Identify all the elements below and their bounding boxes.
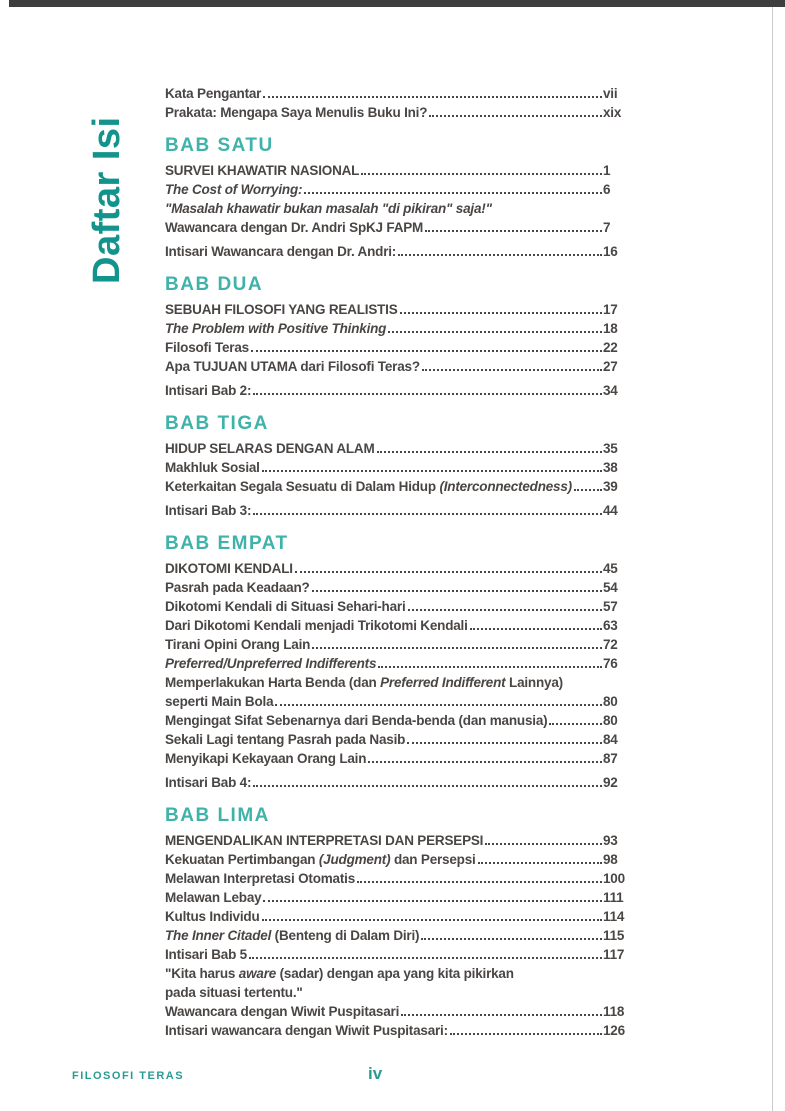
- page-number: 114: [603, 909, 625, 924]
- entry-label: Preferred/Unpreferred Indifferents: [165, 656, 377, 671]
- dot-leader: [421, 938, 602, 940]
- dot-leader: [408, 609, 603, 611]
- toc-entry: [165, 242, 633, 261]
- toc-entry: [165, 319, 633, 338]
- page-number: 39: [603, 479, 618, 494]
- page-number: 98: [603, 852, 618, 867]
- toc-entry: [165, 477, 633, 496]
- toc-entry: [165, 907, 633, 926]
- page-number: 34: [603, 383, 618, 398]
- dot-leader: [549, 723, 602, 725]
- toc-entry: [165, 616, 633, 635]
- dot-leader: [263, 96, 602, 98]
- page-number: 115: [603, 928, 625, 943]
- entry-label: "Masalah khawatir bukan masalah "di pikiran" saja!": [165, 201, 492, 216]
- entry-label: pada situasi tertentu.": [165, 985, 303, 1000]
- entry-label: Filosofi Teras: [165, 340, 249, 355]
- toc-entry: [165, 578, 633, 597]
- entry-label: Melawan Interpretasi Otomatis: [165, 871, 356, 886]
- dot-leader: [263, 900, 602, 902]
- toc-entry: [165, 439, 633, 458]
- toc-entry: [165, 654, 633, 673]
- toc-entry: [165, 711, 633, 730]
- toc-entry: [165, 559, 633, 578]
- entry-label: Intisari Bab 3:: [165, 503, 252, 518]
- toc-entry: [165, 180, 633, 199]
- entry-label: Keterkaitan Segala Sesuatu di Dalam Hidup (Interconnectedness): [165, 479, 572, 494]
- page-number: vii: [603, 86, 618, 101]
- entry-label: Makhluk Sosial: [165, 460, 260, 475]
- footer-page-number: iv: [368, 1064, 383, 1083]
- entry-label: Pasrah pada Keadaan?: [165, 580, 310, 595]
- page-number: 87: [603, 751, 618, 766]
- page-number: 84: [603, 732, 618, 747]
- entry-label: SEBUAH FILOSOFI YANG REALISTIS: [165, 302, 398, 317]
- page-number: 17: [603, 302, 618, 317]
- entry-label: Melawan Lebay: [165, 890, 262, 905]
- entry-label: Intisari wawancara dengan Wiwit Puspitasari:: [165, 1023, 448, 1038]
- toc-entry: [165, 1002, 633, 1021]
- page-number: 16: [603, 244, 618, 259]
- entry-label: Sekali Lagi tentang Pasrah pada Nasib: [165, 732, 406, 747]
- dot-leader: [361, 173, 602, 175]
- entry-label: Intisari Bab 4:: [165, 775, 252, 790]
- page-number: 80: [603, 713, 618, 728]
- toc-entry: [165, 850, 633, 869]
- toc-section: [165, 135, 633, 261]
- toc-entry: [165, 381, 633, 400]
- page-number: 57: [603, 599, 618, 614]
- toc-entry: [165, 161, 633, 180]
- entry-label: Prakata: Mengapa Saya Menulis Buku Ini?: [165, 105, 428, 120]
- dot-leader: [249, 957, 602, 959]
- page-number: 27: [603, 359, 618, 374]
- toc-section: [165, 805, 633, 1040]
- section-heading: BAB EMPAT: [165, 533, 289, 554]
- dot-leader: [253, 513, 602, 515]
- dot-leader: [312, 647, 602, 649]
- page-number: 111: [603, 890, 624, 905]
- dot-leader: [262, 470, 602, 472]
- dot-leader: [253, 785, 602, 787]
- dot-leader: [295, 571, 602, 573]
- page-number: 80: [603, 694, 618, 709]
- dot-leader: [357, 881, 602, 883]
- toc-entry: [165, 926, 633, 945]
- dot-leader: [407, 742, 602, 744]
- entry-label: Apa TUJUAN UTAMA dari Filosofi Teras?: [165, 359, 420, 374]
- entry-label: Kata Pengantar: [165, 86, 262, 101]
- dot-leader: [450, 1033, 602, 1035]
- dot-leader: [368, 761, 602, 763]
- dot-leader: [312, 590, 602, 592]
- entry-label: "Kita harus aware (sadar) dengan apa yang kita pikirkan: [165, 966, 514, 981]
- table-of-contents: [165, 84, 633, 1040]
- entry-label: Mengingat Sifat Sebenarnya dari Benda-benda (dan manusia): [165, 713, 548, 728]
- entry-label: Wawancara dengan Wiwit Puspitasari: [165, 1004, 400, 1019]
- dot-leader: [262, 919, 603, 921]
- entry-label: Kultus Individu: [165, 909, 260, 924]
- dot-leader: [574, 489, 602, 491]
- entry-label: MENGENDALIKAN INTERPRETASI DAN PERSEPSI: [165, 833, 484, 848]
- toc-entry: [165, 84, 633, 103]
- toc-entry: [165, 501, 633, 520]
- dot-leader: [253, 393, 602, 395]
- dot-leader: [425, 230, 602, 232]
- dot-leader: [388, 331, 602, 333]
- toc-entry: [165, 869, 633, 888]
- page-number: 93: [603, 833, 618, 848]
- page-number: 44: [603, 503, 618, 518]
- toc-entry: [165, 945, 633, 964]
- footer-book-title: FILOSOFI TERAS: [72, 1070, 185, 1082]
- toc-entry: [165, 773, 633, 792]
- page-number: 76: [603, 656, 618, 671]
- page-title-vertical: Daftar Isi: [86, 116, 128, 284]
- toc-section: [165, 84, 633, 122]
- toc-entry: [165, 964, 633, 983]
- toc-entry: [165, 673, 633, 692]
- page-number: 54: [603, 580, 618, 595]
- toc-entry: [165, 635, 633, 654]
- toc-entry: [165, 357, 633, 376]
- toc-entry: [165, 199, 633, 218]
- toc-entry: [165, 983, 633, 1002]
- scan-page-edge-line: [772, 7, 773, 1111]
- dot-leader: [478, 862, 602, 864]
- dot-leader: [251, 350, 602, 352]
- dot-leader: [378, 666, 602, 668]
- page-number: 126: [603, 1023, 625, 1038]
- page-number: 7: [603, 220, 611, 235]
- toc-section: [165, 274, 633, 400]
- entry-label: HIDUP SELARAS DENGAN ALAM: [165, 441, 375, 456]
- entry-label: Menyikapi Kekayaan Orang Lain: [165, 751, 367, 766]
- toc-entry: [165, 749, 633, 768]
- dot-leader: [304, 192, 602, 194]
- toc-entry: [165, 458, 633, 477]
- entry-label: The Problem with Positive Thinking: [165, 321, 387, 336]
- page-number: 38: [603, 460, 618, 475]
- entry-label: Intisari Wawancara dengan Dr. Andri:: [165, 244, 397, 259]
- page-number: 100: [603, 871, 625, 886]
- toc-entry: [165, 597, 633, 616]
- entry-label: seperti Main Bola: [165, 694, 274, 709]
- dot-leader: [422, 369, 602, 371]
- toc-entry: [165, 338, 633, 357]
- toc-entry: [165, 831, 633, 850]
- toc-entry: [165, 692, 633, 711]
- page-number: xix: [603, 105, 622, 120]
- page-number: 6: [603, 182, 611, 197]
- entry-label: Intisari Bab 2:: [165, 383, 252, 398]
- entry-label: The Cost of Worrying:: [165, 182, 303, 197]
- dot-leader: [400, 312, 602, 314]
- section-heading: BAB SATU: [165, 135, 274, 156]
- section-heading: BAB TIGA: [165, 413, 269, 434]
- page-number: 22: [603, 340, 618, 355]
- page-number: 92: [603, 775, 618, 790]
- toc-entry: [165, 730, 633, 749]
- entry-label: Memperlakukan Harta Benda (dan Preferred Indifferent Lainnya): [165, 675, 563, 690]
- dot-leader: [485, 843, 602, 845]
- toc-section: [165, 413, 633, 520]
- toc-entry: [165, 888, 633, 907]
- dot-leader: [401, 1014, 602, 1016]
- page-number: 1: [603, 163, 611, 178]
- section-heading: BAB LIMA: [165, 805, 270, 826]
- entry-label: Wawancara dengan Dr. Andri SpKJ FAPM: [165, 220, 424, 235]
- toc-entry: [165, 300, 633, 319]
- entry-label: Dari Dikotomi Kendali menjadi Trikotomi Kendali: [165, 618, 468, 633]
- entry-label: Tirani Opini Orang Lain: [165, 637, 311, 652]
- toc-entry: [165, 103, 633, 122]
- page-number: 63: [603, 618, 618, 633]
- dot-leader: [429, 115, 602, 117]
- entry-label: Kekuatan Pertimbangan (Judgment) dan Persepsi: [165, 852, 476, 867]
- page-number: 72: [603, 637, 618, 652]
- entry-label: DIKOTOMI KENDALI: [165, 561, 293, 576]
- dot-leader: [470, 628, 602, 630]
- page-number: 18: [603, 321, 618, 336]
- entry-label: Dikotomi Kendali di Situasi Sehari-hari: [165, 599, 406, 614]
- entry-label: SURVEI KHAWATIR NASIONAL: [165, 163, 360, 178]
- page-number: 45: [603, 561, 618, 576]
- toc-section: [165, 533, 633, 792]
- dot-leader: [398, 254, 602, 256]
- page-number: 117: [603, 947, 625, 962]
- page-number: 118: [603, 1004, 625, 1019]
- scan-top-edge: [9, 0, 785, 7]
- section-heading: BAB DUA: [165, 274, 264, 295]
- page-number: 35: [603, 441, 618, 456]
- entry-label: Intisari Bab 5: [165, 947, 247, 962]
- entry-label: The Inner Citadel (Benteng di Dalam Diri): [165, 928, 420, 943]
- toc-entry: [165, 1021, 633, 1040]
- toc-entry: [165, 218, 633, 237]
- dot-leader: [275, 704, 602, 706]
- dot-leader: [377, 451, 602, 453]
